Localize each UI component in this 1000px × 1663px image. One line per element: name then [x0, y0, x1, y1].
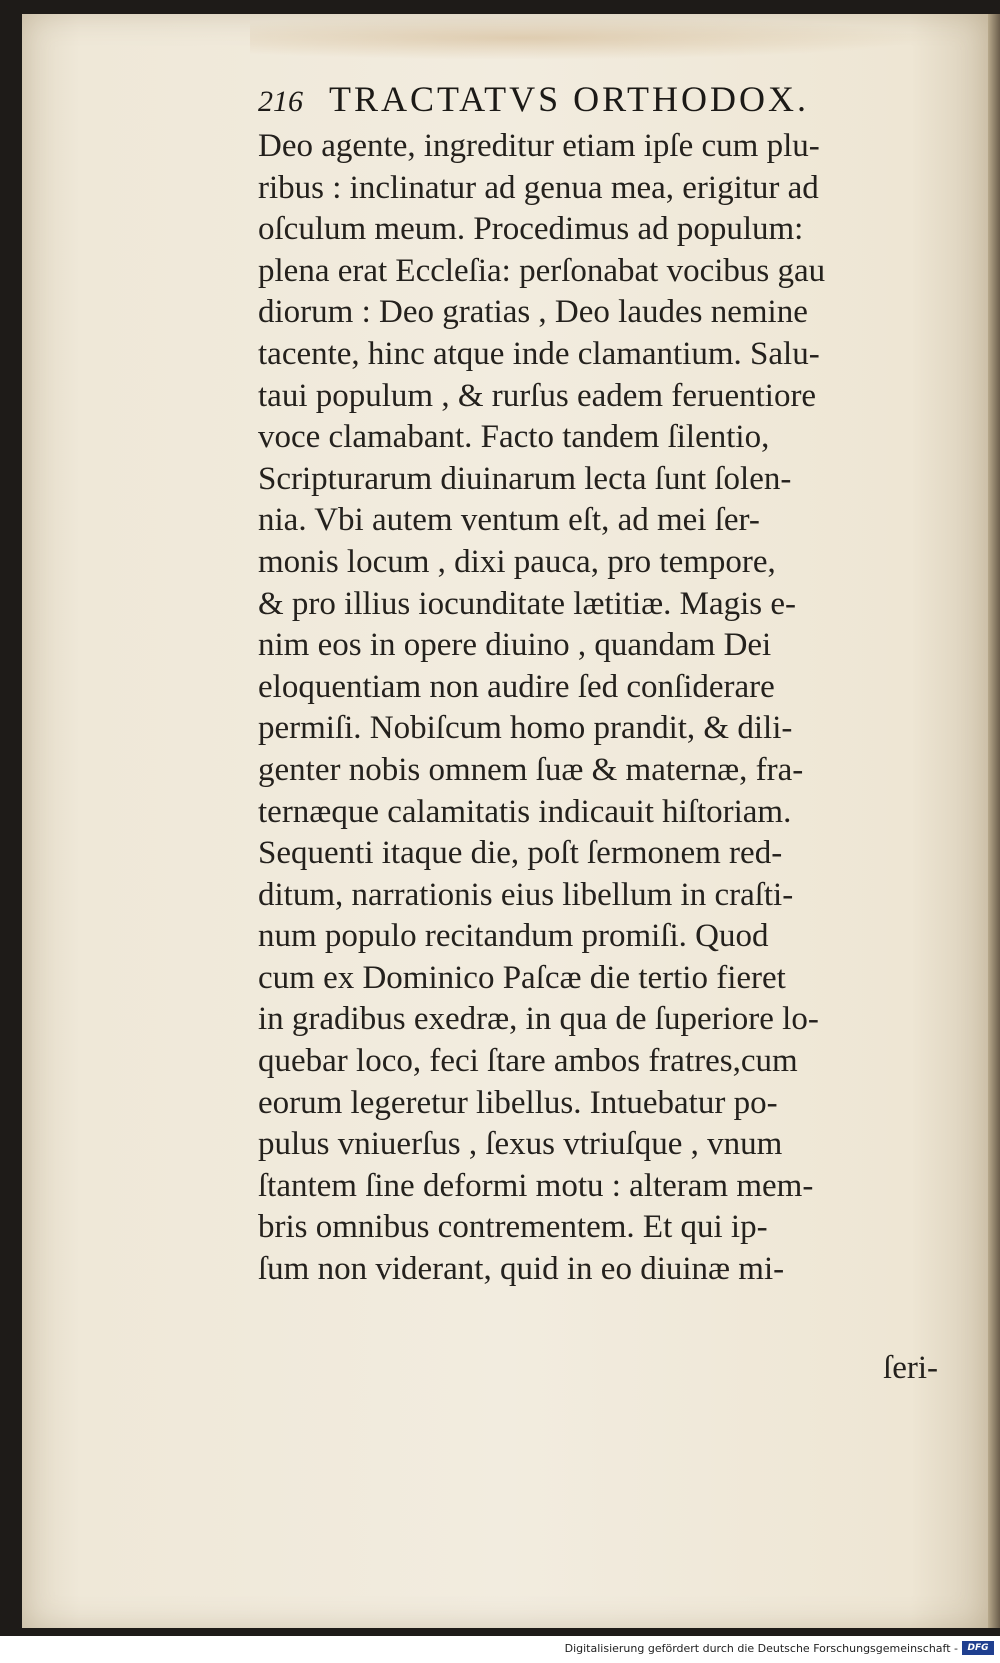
catchword: ſeri-: [883, 1350, 938, 1386]
text-line: ſtantem ſine deformi motu : alteram mem-: [258, 1167, 814, 1204]
footer-bar: [0, 1636, 1000, 1663]
text-line: ribus : inclinatur ad genua mea, erigitur ad: [258, 169, 819, 206]
text-line: oſculum meum. Procedimus ad populum:: [258, 211, 804, 248]
text-line: ternæque calamitatis indicauit hiſtoriam.: [258, 793, 792, 830]
text-line: genter nobis omnem ſuæ & maternæ, fra-: [258, 751, 804, 788]
text-line: plena erat Eccleſia: perſonabat vocibus gau: [258, 252, 826, 289]
text-line: quebar loco, feci ſtare ambos fratres,cum: [258, 1043, 798, 1080]
text-line: cum ex Dominico Paſcæ die tertio fieret: [258, 959, 786, 996]
footer-credit: Digitalisierung gefördert durch die Deutsche Forschungsgemeinschaft -: [564, 1642, 958, 1655]
text-line: ditum, narrationis eius libellum in craſti-: [258, 876, 794, 913]
text-line: monis locum , dixi pauca, pro tempore,: [258, 543, 776, 580]
text-line: in gradibus exedræ, in qua de ſuperiore lo-: [258, 1001, 819, 1038]
text-line: tacente, hinc atque inde clamantium. Salu-: [258, 335, 820, 372]
text-line: voce clamabant. Facto tandem ſilentio,: [258, 419, 770, 456]
text-line: permiſi. Nobiſcum homo prandit, & dili-: [258, 710, 793, 747]
text-line: num populo recitandum promiſi. Quod: [258, 918, 769, 955]
text-line: nia. Vbi autem ventum eſt, ad mei ſer-: [258, 502, 760, 539]
text-line: eorum legeretur libellus. Intuebatur po-: [258, 1084, 778, 1121]
page-header: [258, 78, 898, 128]
text-line: pulus vniuerſus , ſexus vtriuſque , vnum: [258, 1126, 783, 1163]
text-line: Sequenti itaque die, poſt ſermonem red-: [258, 835, 783, 872]
text-line: Scripturarum diuinarum lecta ſunt ſolen-: [258, 460, 792, 497]
text-line: ſum non viderant, quid in eo diuinæ mi-: [258, 1251, 785, 1288]
running-title: TRACTATVS ORTHODOX.: [329, 79, 809, 119]
page-stain: [250, 16, 930, 60]
text-line: taui populum , & rurſus eadem feruentiore: [258, 377, 817, 414]
text-line: & pro illius iocunditate lætitiæ. Magis e-: [258, 585, 797, 622]
dfg-logo: DFG: [962, 1641, 994, 1655]
page-edge: [988, 14, 1000, 1628]
text-line: diorum : Deo gratias , Deo laudes nemine: [258, 294, 808, 331]
text-line: eloquentiam non audire ſed conſiderare: [258, 668, 775, 705]
text-line: Deo agente, ingreditur etiam ipſe cum plu-: [258, 128, 820, 164]
body-text: [258, 126, 938, 1291]
page-number: 216: [258, 85, 303, 118]
text-line: nim eos in opere diuino , quandam Dei: [258, 627, 772, 664]
text-line: bris omnibus contrementem. Et qui ip-: [258, 1209, 768, 1246]
